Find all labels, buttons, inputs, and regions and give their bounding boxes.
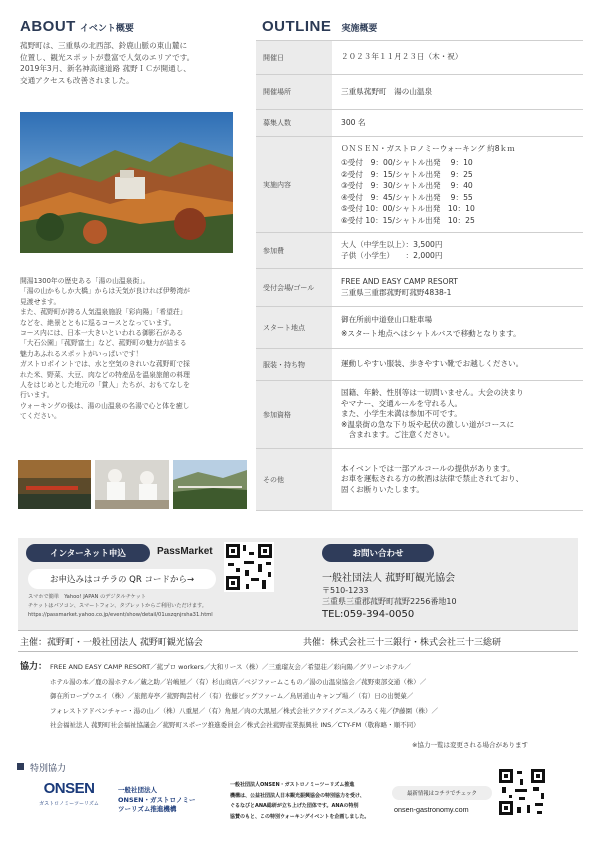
about-body-line: 「湯の山かもしか大橋」からは天気が良ければ伊勢湾が (20, 287, 190, 296)
outline-label: スタート地点 (256, 307, 332, 348)
onsen-logo (34, 780, 104, 807)
about-body-line: 魅力あふれるスポットがいっぱいです！ (20, 349, 143, 358)
contact-heading: お問い合わせ (322, 544, 434, 562)
outline-value-line: 御在所前中道登山口駐車場 (341, 315, 433, 325)
outline-row-start (256, 307, 583, 349)
website-qr-code[interactable] (497, 767, 547, 817)
outline-label: 募集人数 (256, 110, 332, 136)
outline-value-line: ＯＮＳＥＮ・ガストロノミーウォーキング 約8ｋｍ (341, 144, 515, 154)
about-body-line: コース内には、日本一大きいといわれる御影石がある (20, 329, 183, 338)
outline-label: その他 (256, 449, 332, 510)
outline-label: 実施内容 (256, 137, 332, 232)
outline-row-capacity (256, 110, 583, 137)
contact-address-block (322, 585, 457, 607)
mountain-bridge-photo (173, 460, 247, 509)
outline-value-line: また、小学生未満は参加不可です。 (341, 409, 462, 419)
outline-row-eligibility (256, 381, 583, 449)
outline-value (332, 349, 583, 380)
association-desc-line: ぐるなびとANA総研が立ち上げた団体です。ANAの特別 (230, 803, 359, 810)
outline-value-line: ⑤受付 10：00/シャトル出発 10：10 (341, 204, 475, 214)
about-body-line: れた米、野菜、大豆、肉などの特産品を温泉旅館の料理 (20, 370, 190, 379)
outline-value-line: ②受付 9：15/シャトル出発 9：25 (341, 169, 473, 179)
outline-value (332, 41, 583, 74)
about-body-line: ガストロポイントでは、水と空気のきれいな菰野町で採 (20, 360, 190, 369)
outline-label: 服装・持ち物 (256, 349, 332, 380)
outline-value-line: 子供（小学生） ：2,000円 (341, 250, 443, 260)
outline-value (332, 137, 583, 232)
outline-value-line: 国籍、年齢、性別等は一切問いません。大会の決まり (341, 388, 524, 398)
outline-value (332, 110, 583, 136)
host-line: 主催：菰野町・一般社団法人 菰野町観光協会 (20, 638, 203, 648)
association-line: 一般社団法人 (118, 786, 157, 794)
outline-row-venue (256, 75, 583, 110)
about-body-line: ウォーキングの後は、湯の山温泉の名湯で心と体を癒し (20, 401, 190, 410)
outline-value-line: 300 名 (341, 117, 366, 127)
about-intro-line: 位置し、観光スポットが豊富で人気のエリアです。 (20, 52, 195, 62)
outline-row-date (256, 40, 583, 75)
outline-value (332, 307, 583, 348)
about-intro-line: 菰野町は、三重県の北西部、鈴鹿山脈の東山麓に (20, 41, 188, 50)
association-name (118, 786, 196, 815)
outline-value-line: 三重県菰野町 湯の山温泉 (341, 86, 433, 96)
outline-label: 開催場所 (256, 75, 332, 109)
contact-tel[interactable]: TEL:059-394-0050 (322, 609, 415, 620)
onsen-logo-subtext: ガストロノミーツーリズム (39, 801, 99, 807)
outline-value (332, 269, 583, 306)
association-desc-line: 協賛のもと、この特別ウォーキングイベントを企画しました。 (230, 813, 370, 820)
about-body (20, 276, 248, 422)
outline-title: OUTLINE (262, 18, 332, 35)
onsen-town-photo (20, 112, 233, 253)
contact-postal: 〒510-1233 (322, 586, 369, 595)
outline-value-line: ④受付 9：45/シャトル出発 9：55 (341, 192, 473, 202)
association-desc-line: 機構は、公益社団法人日本観光振興協会の特別協力を受け、 (230, 792, 365, 799)
apply-heading: インターネット申込 (26, 544, 150, 562)
contact-org: 一般社団法人 菰野町観光協会 (322, 573, 456, 584)
about-body-line: などを、絶景とともに巡るコースとなっています。 (20, 318, 176, 327)
special-heading: 特別協力 (30, 764, 67, 774)
association-desc-line: 一般社団法人ONSEN・ガストロノミーツーリズム推進 (230, 782, 355, 788)
outline-value (332, 233, 583, 268)
about-body-line: 開湯1300年の歴史ある「湯の山温泉街」。 (20, 277, 150, 285)
outline-value-line: ③受付 9：30/シャトル出発 9：40 (341, 181, 473, 191)
outline-value-line: ①受付 9：00/シャトル出発 9：10 (341, 158, 473, 168)
cooperation-list (50, 660, 578, 733)
outline-value-line: 固くお断りいたします。 (341, 484, 424, 494)
cooperation-line: 社会福祉法人 菰野町社会福祉協議会／菰野町スポーツ推進委員会／株式会社菰野産業振興社 INS／CTY-FM（敬称略・順不同） (50, 721, 420, 730)
outline-value (332, 449, 583, 510)
about-heading (20, 16, 134, 35)
outline-label: 参加費 (256, 233, 332, 268)
cooperation-label: 協力： (20, 662, 48, 672)
outline-value (332, 381, 583, 448)
cooperation-line: ホテル湯の本／鹿の湯ホテル／蔵之助／岩嶋屋／（有）杉山商店／ベジファームこもの／湯の山温泉協会／菰野東部交通（株）／ (50, 677, 427, 686)
bridge-photo (18, 460, 91, 509)
onsen-logo-text: ONSEN (43, 780, 95, 797)
outline-value-line: ⑥受付 10：15/シャトル出発 10：25 (341, 215, 475, 225)
outline-row-other (256, 449, 583, 511)
outline-value-line: 大人（中学生以上）：3,500円 (341, 239, 443, 249)
outline-value-line: お車を運転される方の飲酒は法律で禁止されており、 (341, 474, 524, 484)
outline-label: 開催日 (256, 41, 332, 74)
outline-value-line: ２０２３年１１月２３日（木・祝） (341, 52, 463, 62)
contact-address: 三重県三重郡菰野町菰野2256番地10 (322, 597, 457, 606)
divider (18, 651, 578, 652)
cooperation-note: ※協力一覧は変更される場合があります (412, 741, 528, 749)
about-body-line: 行います。 (20, 391, 54, 400)
outline-value-line: 三重県三重郡菰野町菰野4838-1 (341, 287, 452, 297)
outline-value-line: 含まれます。ご注意ください。 (341, 430, 455, 440)
association-description (230, 780, 390, 822)
apply-note: チケットはパソコン、スマートフォン、タブレットからご利用いただけます。 (28, 602, 207, 609)
about-body-line: 「大石公園」「菰野富士」など、菰野町の魅力が詰まる (20, 339, 187, 348)
about-subtitle: イベント概要 (79, 24, 134, 34)
apply-note: スマホで簡単 Yahoo! JAPAN のデジタルチケット (28, 594, 146, 600)
outline-value-line: ※温泉街の急な下り坂や起伏の激しい道がコースに (341, 419, 515, 429)
outline-value-line: 運動しやすい服装、歩きやすい靴でお越しください。 (341, 359, 524, 369)
outline-value-line: 本イベントでは一部アルコールの提供があります。 (341, 463, 515, 473)
outline-value (332, 75, 583, 109)
association-line: ONSEN・ガストロノミー (118, 795, 196, 804)
about-body-line: また、菰野町が誇る人気温泉施設「彩向陽」「希望荘」 (20, 308, 187, 317)
outline-value-line: ※スタート地点へはシャトルバスで移動となります。 (341, 329, 521, 338)
website-link[interactable]: onsen-gastronomy.com (394, 805, 469, 814)
outline-value-line: FREE AND EASY CAMP RESORT (341, 276, 458, 286)
outline-row-reception (256, 269, 583, 307)
about-body-line: てください。 (20, 412, 61, 421)
about-intro-line: 交通アクセスも改善されました。 (20, 75, 134, 85)
ticket-url-link[interactable]: https://passmarket.yahoo.co.jp/event/show/detail/01uszqnjrsha31.html (28, 611, 213, 618)
outline-value-line: やマナー、交通ルールを守れる人。 (341, 398, 463, 408)
cooperation-line: 御在所ロープウエイ（株）／旅館寿亭／菰野陶芸村／（有）佐藤ビッグファーム／鳥居道山キャンプ場／（有）日の出製菓／ (50, 692, 414, 701)
cooperation-line: FREE AND EASY CAMP RESORT／菰プロ workers／大和リース（株）／三重瑠友会／希望荘／彩向陽／グリーンホテル／ (50, 663, 411, 671)
apply-notes (28, 593, 258, 619)
outline-table (256, 40, 583, 511)
outline-subtitle: 実施概要 (341, 24, 378, 34)
cooperation-line: フォレストアドベンチャー・湯の山／（株）八重屋／（有）角屋／肉の大黒屋／株式会社アクアイグニス／みろく苑／伊藤園（株）／ (50, 706, 439, 715)
outline-heading (262, 16, 377, 35)
apply-qr-prompt: お申込みはコチラの QR コードから→ (28, 569, 216, 589)
divider (18, 630, 578, 631)
about-body-line: 人をはじめとした地元の「賞人」たちが、おもてなしを (20, 381, 190, 390)
chef-photo (95, 460, 169, 509)
cohost-line: 共催：株式会社三十三銀行・株式会社三十三総研 (303, 638, 502, 648)
outline-label: 参加資格 (256, 381, 332, 448)
outline-row-attire (256, 349, 583, 381)
association-line: ツーリズム推進機構 (118, 805, 177, 813)
latest-info-badge: 最新情報はコチラでチェック (392, 786, 492, 800)
about-intro (20, 40, 250, 86)
outline-row-program (256, 137, 583, 233)
apply-qr-code[interactable] (224, 542, 274, 592)
about-body-line: 見渡せます。 (20, 297, 61, 306)
square-bullet-icon (17, 763, 24, 770)
about-intro-line: 2019年3月、新名神高速道路 菰野ＩＣが開通し、 (20, 64, 191, 73)
outline-row-fee (256, 233, 583, 269)
about-title: ABOUT (20, 18, 76, 35)
outline-label: 受付会場/ゴール (256, 269, 332, 306)
passmarket-logo: PassMarket (157, 546, 213, 557)
